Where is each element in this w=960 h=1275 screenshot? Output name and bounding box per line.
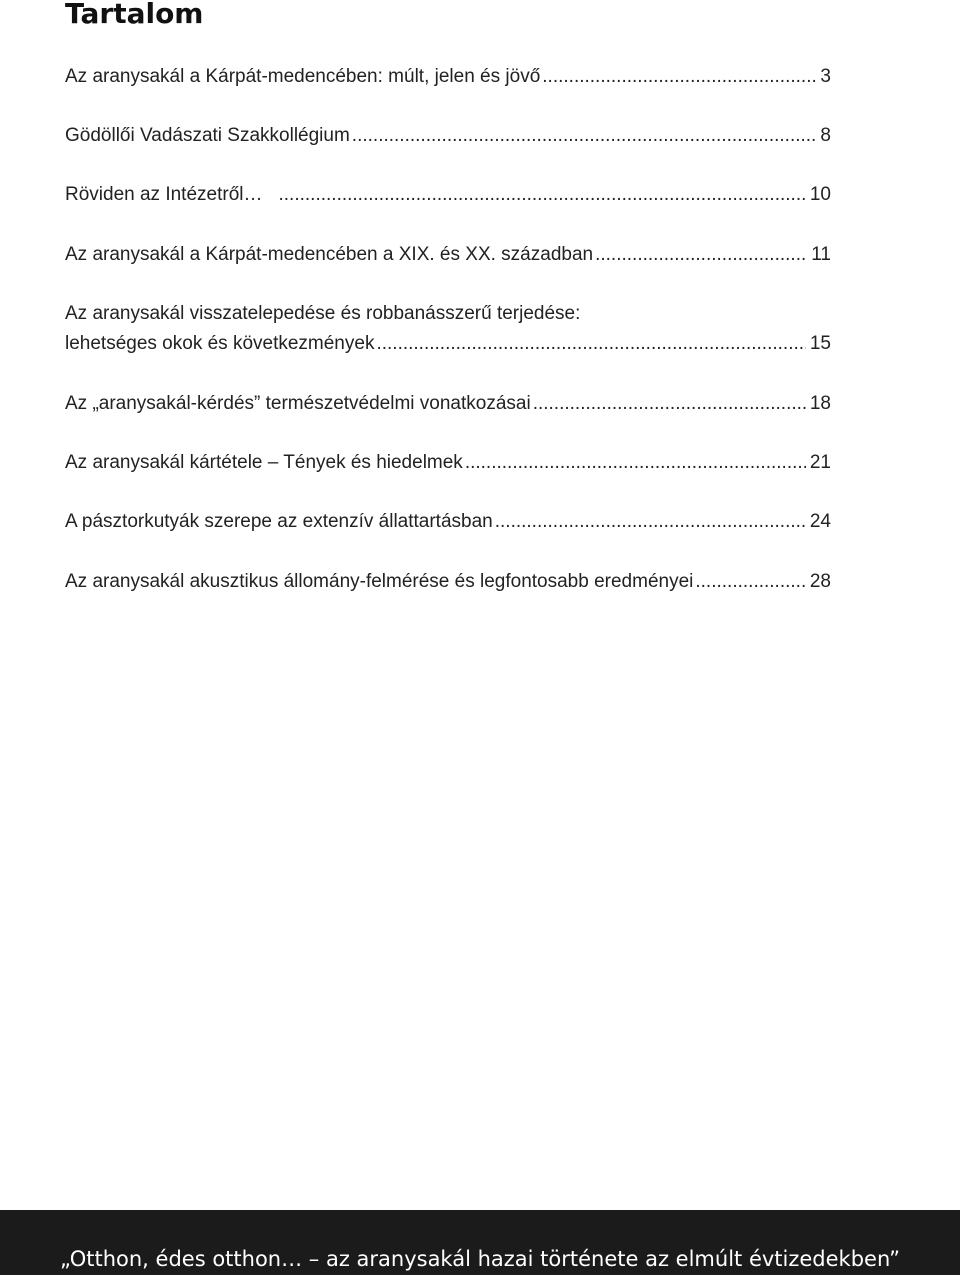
toc-entry-title: Az aranysakál a Kárpát-medencében: múlt, jelen és jövő (65, 66, 541, 87)
footer-book-title: „Otthon, édes otthon… – az aranysakál hazai története az elmúlt évtizedekben” (59, 1247, 901, 1271)
toc-entry[interactable] (65, 121, 831, 151)
toc-entry-title: Az aranysakál kártétele – Tények és hiedelmek (65, 452, 463, 473)
toc-entry-title: A pásztorkutyák szerepe az extenzív állattartásban (65, 511, 493, 532)
toc-leader-dots (495, 507, 806, 537)
toc-leader-dots (595, 240, 807, 270)
toc-leader-dots (376, 329, 805, 359)
toc-leader-dots (279, 180, 806, 210)
toc-page-number: 28 (809, 571, 831, 592)
toc-entry-title: Az aranysakál akusztikus állomány-felmérése és legfontosabb eredményei (65, 571, 694, 592)
toc-entry[interactable] (65, 448, 831, 478)
toc-page-number: 24 (809, 511, 831, 532)
toc-entry-title: Gödöllői Vadászati Szakkollégium (65, 125, 350, 146)
toc-page-number: 3 (820, 66, 831, 87)
toc-entry[interactable] (65, 62, 831, 92)
toc-entry[interactable] (65, 507, 831, 537)
toc-entry[interactable] (65, 180, 831, 210)
toc-entry-title: Az aranysakál a Kárpát-medencében a XIX. és XX. században (65, 244, 594, 265)
toc-leader-dots (352, 121, 817, 151)
toc-entry-title: lehetséges okok és következmények (65, 333, 375, 354)
toc-entry-title: Röviden az Intézetről… (65, 184, 263, 205)
toc-page-number: 8 (820, 125, 831, 146)
toc-entry-title-line: Az aranysakál visszatelepedése és robbanásszerű terjedése: (65, 303, 581, 324)
toc-entry[interactable] (65, 389, 831, 419)
page-title: Tartalom (65, 0, 204, 30)
toc-entry[interactable] (65, 567, 831, 597)
toc-page-number: 18 (809, 393, 831, 414)
toc-leader-dots (695, 567, 805, 597)
toc-leader-dots (542, 62, 816, 92)
toc-leader-dots (533, 389, 806, 419)
toc-leader-dots (465, 448, 806, 478)
toc-page-number: 21 (809, 452, 831, 473)
toc-page-number: 15 (809, 333, 831, 354)
toc-page-number: 10 (809, 184, 831, 205)
toc-entry[interactable] (65, 240, 831, 270)
toc-entry[interactable] (65, 299, 831, 359)
toc-entry-title: Az „aranysakál-kérdés” természetvédelmi vonatkozásai (65, 393, 531, 414)
toc-page-number: 11 (811, 244, 831, 265)
